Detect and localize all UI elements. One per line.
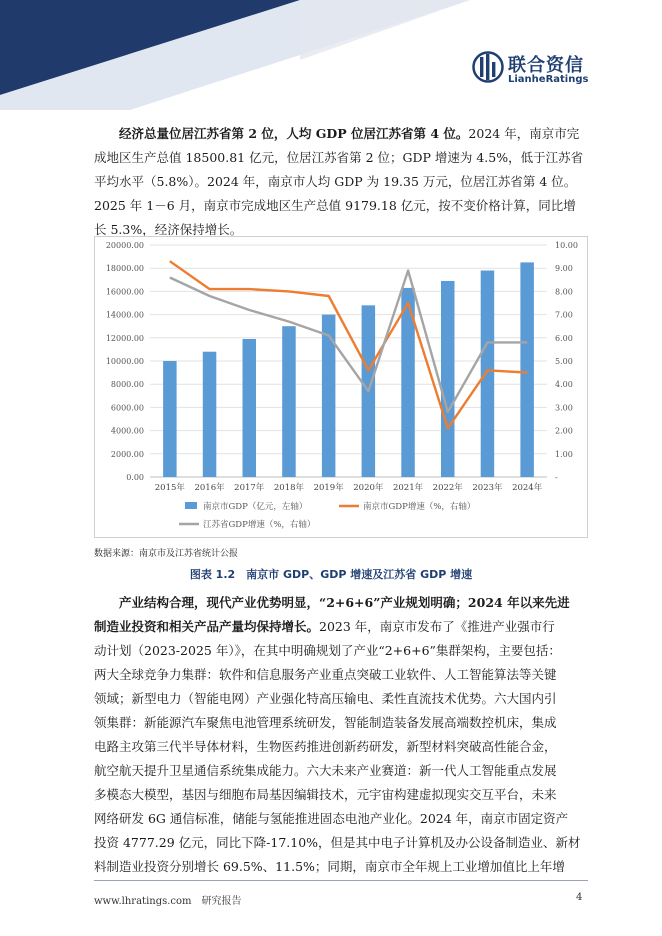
chart-legend-label: 南京市GDP增速（%，右轴） [363, 502, 476, 512]
para1-line: 2025 年 1－6 月，南京市完成地区生产总值 9179.18 亿元，按不变价格计算，同比增 [94, 198, 576, 213]
chart-bar [520, 262, 533, 477]
chart-x-tick: 2022年 [432, 483, 463, 493]
chart-x-tick: 2024年 [512, 483, 543, 493]
chart-y-right-tick: 8.00 [555, 287, 573, 297]
para2-line: 两大全球竞争力集群：软件和信息服务产业重点突破工业软件、人工智能算法等关键 [94, 667, 557, 682]
chart-legend-label: 南京市GDP（亿元，左轴） [203, 502, 308, 512]
chart-x-tick: 2017年 [234, 483, 265, 493]
chart-y-left-tick: 10000.00 [105, 357, 144, 366]
chart-x-tick: 2015年 [154, 483, 185, 493]
footer-site: www.lhratings.com 研究报告 [94, 896, 242, 907]
chart-bar [322, 315, 335, 477]
para2-line: 领集群：新能源汽车聚焦电池管理系统研发，智能制造装备发展高端数控机床，集成 [94, 715, 557, 730]
para2-line: 制造业投资和相关产品产量均保持增长。2023 年，南京市发布了《推进产业强市行 [94, 619, 555, 634]
chart-y-left-tick: 20000.00 [105, 241, 144, 250]
chart-y-left-tick: 18000.00 [105, 264, 144, 274]
chart-bar [163, 361, 176, 477]
chart-x-tick: 2018年 [273, 483, 305, 493]
para1-line: 长 5.3%，经济保持增长。 [94, 222, 243, 237]
chart-x-tick: 2023年 [472, 483, 503, 493]
company-logo [472, 50, 592, 90]
chart-y-left-tick: 14000.00 [105, 310, 144, 320]
chart-legend-label: 江苏省GDP增速（%，右轴） [203, 520, 316, 530]
para2-line: 多模态大模型，基因与细胞布局基因编辑技术，元宇宙构建虚拟现实交互平台，未来 [94, 787, 557, 802]
chart-y-left-tick: 12000.00 [105, 333, 144, 343]
logo-text-en: LianheRatings [508, 74, 589, 85]
chart-y-right-tick: 2.00 [555, 426, 573, 436]
logo-text-cn: 联合资信 [508, 55, 584, 76]
chart-y-right-tick: 4.00 [555, 380, 573, 390]
para2-line: 领域；新型电力（智能电网）产业强化特高压输电、柔性直流技术优势。六大国内引 [94, 691, 557, 706]
para2-lead-line1: 产业结构合理，现代产业优势明显，“2+6+6”产业规划明确；2024 年以来先进 [119, 595, 570, 610]
chart-y-left-tick: 6000.00 [110, 403, 144, 413]
para1-line: 经济总量位居江苏省第 2 位，人均 GDP 位居江苏省第 4 位。2024 年，南京市完 [119, 126, 580, 141]
para1-line: 平均水平（5.8%）。2024 年，南京市人均 GDP 为 19.35 万元，位居江苏省第 4 位。 [94, 174, 577, 189]
para2-line: 料制造业投资分别增长 69.5%、11.5%；同期，南京市全年规上工业增加值比上年增 [94, 859, 565, 874]
chart-y-right-tick: 6.00 [555, 333, 573, 343]
para2-line: 网络研发 6G 通信标准，储能与氢能推进固态电池产业化。2024 年，南京市固定资产 [94, 811, 569, 826]
chart-y-right-tick: 7.00 [555, 310, 573, 320]
chart-bar [481, 271, 494, 477]
lianhe-logo-icon [472, 50, 504, 84]
chart-bar [282, 326, 295, 477]
chart-y-right-tick: 10.00 [555, 241, 578, 250]
chart-legend-swatch [185, 502, 197, 509]
page-number: 4 [576, 892, 583, 903]
para2-lead-line2: 制造业投资和相关产品产量均保持增长。 [94, 619, 320, 634]
chart-bar [203, 352, 216, 477]
chart-y-left-tick: 16000.00 [105, 287, 144, 297]
chart-caption: 图表 1.2 南京市 GDP、GDP 增速及江苏省 GDP 增速 [189, 568, 473, 581]
chart-bar [243, 339, 256, 477]
para1-lead: 经济总量位居江苏省第 2 位，人均 GDP 位居江苏省第 4 位。 [119, 126, 469, 141]
gdp-chart-svg [95, 237, 587, 537]
chart-x-tick: 2019年 [313, 483, 344, 493]
chart-y-right-tick: 9.00 [555, 264, 573, 274]
chart-x-tick: 2020年 [353, 483, 384, 493]
header-pale-triangle [300, 0, 470, 60]
chart-bar [441, 281, 454, 477]
paragraph-economy [94, 122, 588, 242]
chart-y-left-tick: 2000.00 [110, 449, 144, 459]
chart-y-left-tick: 4000.00 [110, 426, 144, 436]
chart-source: 数据来源：南京市及江苏省统计公报 [94, 549, 239, 559]
chart-x-tick: 2021年 [392, 483, 424, 493]
chart-y-right-tick: - [555, 473, 558, 482]
chart-y-left-tick: 8000.00 [110, 380, 144, 390]
chart-x-tick: 2016年 [194, 483, 225, 493]
para2-line: 动计划（2023-2025 年）》，在其中明确规划了产业“2+6+6”集群架构，主要包括： [94, 643, 561, 658]
para2-line: 电路主攻第三代半导体材料，生物医药推进创新药研发，新型材料突破高性能合金， [94, 739, 557, 754]
chart-y-right-tick: 3.00 [555, 403, 573, 413]
paragraph-industry [94, 591, 588, 879]
chart-y-right-tick: 5.00 [555, 357, 573, 366]
para1-line: 成地区生产总值 18500.81 亿元，位居江苏省第 2 位；GDP 增速为 4.5%，低于江苏省 [94, 150, 584, 165]
chart-y-left-tick: 0.00 [126, 473, 144, 482]
footer-divider [94, 880, 588, 881]
para2-line: 投资 4777.29 亿元，同比下降-17.10%，但是其中电子计算机及办公设备制造业、新材 [94, 835, 581, 850]
para2-line: 航空航天提升卫星通信系统集成能力。六大未来产业赛道：新一代人工智能重点发展 [94, 763, 557, 778]
gdp-chart [94, 236, 588, 538]
chart-series-line [170, 261, 527, 428]
chart-y-right-tick: 1.00 [555, 449, 573, 459]
